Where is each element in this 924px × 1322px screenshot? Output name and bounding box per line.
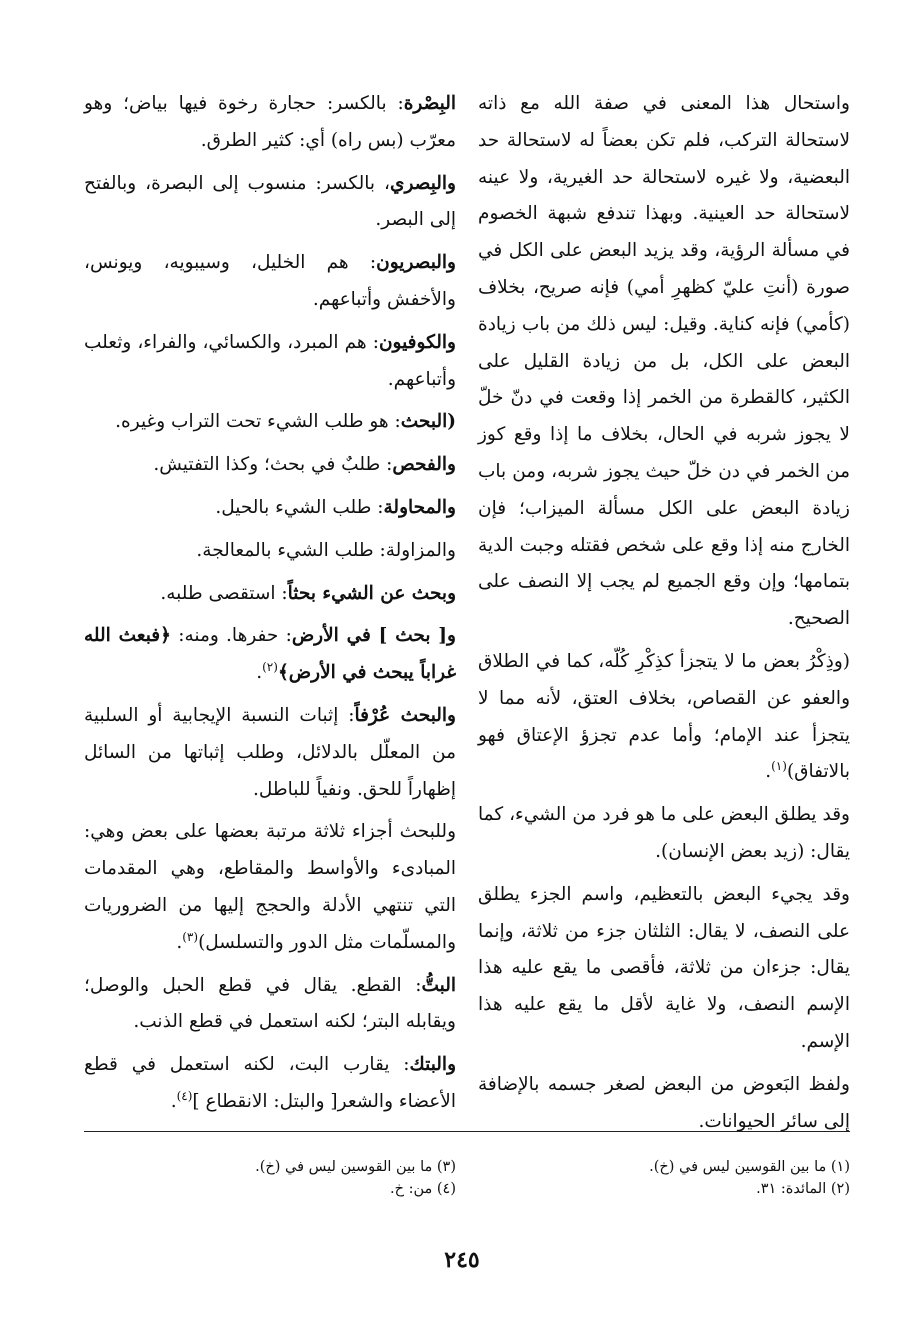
entry-definition: : طلبٌ في بحث؛ وكذا التفتيش. [153, 454, 393, 476]
footnote-ref-1: (١) [771, 759, 787, 774]
entry-term: و[ بحث ] في الأرض [291, 625, 456, 647]
entry-muhawala [84, 490, 456, 527]
entry-bahth-urf [84, 698, 456, 808]
entry-term: والمحاولة [383, 496, 456, 518]
entry-term: والبصريون [376, 252, 456, 274]
entry-definition: : طلب الشيء بالحيل. [215, 496, 384, 518]
entry-term: والكوفيون [378, 331, 456, 353]
footnote-ref-2: (٢) [262, 660, 278, 674]
footnote-2: (٢) المائدة: ٣١. [756, 1181, 850, 1197]
entry-term: والبحث عُرْفاً [354, 704, 456, 726]
footnotes-right [478, 1156, 850, 1200]
entry-batk: والبتك: يقارب البت، لكنه استعمل في قطع الأعضاء والشعر[ والبتل: الانقطاع ]$^{(٤)}$. [84, 1054, 456, 1112]
entry-term: البِصْرة [403, 93, 456, 114]
right-paragraph-2: (وذِكْرُ بعض ما لا يتجزأ كذِكْرِ كُلّه، كما في الطلاق والعفو عن القصاص، بخلاف العتق، لأنه مما لا يتجزأ عند الإمام؛ وأما عدم تجزؤ الإعتاق فهو بالاتفاق)$^{(١)}$. [478, 650, 850, 783]
entry-batt [84, 968, 456, 1042]
footnote-4: (٤) من: خ. [389, 1181, 456, 1197]
footnote-3: (٣) ما بين القوسين ليس في (خ). [255, 1159, 456, 1175]
footnotes-left [84, 1156, 456, 1200]
entry-bahatha [84, 576, 456, 613]
right-paragraph-1: واستحال هذا المعنى في صفة الله مع ذاته لاستحالة التركب، فلم تكن بعضاً له لاستحالة حد البعضية، ولا غيره لاستحالة حد الغيرية، ولا عينه لاستحالة حد العينية. وبهذا تندفع شبهة الخصوم في مسألة الرؤية، وقد يزيد البعض على الكل في صورة (أنتِ عليّ كظهرِ أمي) فإنه صريح، بخلاف (كأمي) فإنه كناية. وقيل: ليس ذلك من باب زيادة البعض على الكل، بل من زيادة القليل على الكثير، كالقطرة من الخمر إذا وقعت في دنّ خلّ لا يجوز شربه في الحال، بخلاف ما إذا وقع كوز من الخمر في دن خلّ حيث يجوز شربه، ومن باب زيادة البعض على الكل مسألة الميزاب؛ فإن الخارج منه إذا وقع على شخص فقتله وجبت الدية بتمامها؛ وإن وقع الجميع لم يجب إلا النصف على الصحيح. [478, 93, 850, 630]
entry-definition: : حفرها. ومنه: [170, 625, 292, 647]
footnote-divider [84, 1131, 850, 1132]
footnote-ref-4: (٤) [176, 1088, 193, 1103]
quranic-verse: ﴿فبعث الله غراباً يبحث في الأرض﴾ [84, 625, 456, 684]
footnote-1: (١) ما بين القوسين ليس في (خ). [649, 1159, 850, 1175]
entry-definition: : بالكسر: حجارة رخوة فيها بياض؛ وهو معرّب (بس راه) أي: كثير الطرق. [84, 93, 456, 151]
entry-definition: : استقصى طلبه. [160, 582, 288, 604]
entry-definition: : يقارب البت، لكنه استعمل في قطع الأعضاء والشعر[ والبتل: الانقطاع ] [84, 1054, 456, 1112]
footnote-ref-3: (٣) [182, 929, 199, 944]
entry-bahth-ajza: وللبحث أجزاء ثلاثة مرتبة بعضها على بعض وهي: المبادىء والأواسط والمقاطع، وهي المقدمات التي تنتهي الأدلة والحجج إليها من الضروريات والمسلّمات مثل الدور والتسلسل)$^{(٣)}$. [84, 821, 456, 953]
entry-bahth [84, 404, 456, 441]
entry-basri [84, 166, 456, 240]
entry-kufiyyun [84, 325, 456, 399]
right-paragraph-3: وقد يطلق البعض على ما هو فرد من الشيء، كما يقال: (زيد بعض الإنسان). [478, 804, 850, 862]
entry-definition: : هو طلب الشيء تحت التراب وغيره. [115, 411, 401, 433]
entry-term: البتُّ [421, 974, 456, 996]
page-number: ٢٤٥ [444, 1247, 480, 1273]
entry-term: (البحث [400, 411, 456, 433]
entry-definition: : هم المبرد، والكسائي، والفراء، وثعلب وأتباعهم. [84, 331, 456, 390]
entry-bahth-ard: و[ بحث ] في الأرض: حفرها. ومنه: ﴿فبعث الله غراباً يبحث في الأرض﴾$^{(٢)}$. [84, 625, 456, 684]
entry-definition: : هم الخليل، وسيبويه، ويونس، والأخفش وأتباعهم. [84, 252, 456, 310]
entry-term: والبِصري [389, 172, 456, 194]
entry-definition: ، بالكسر: منسوب إلى البصرة، وبالفتح إلى البصر. [84, 172, 456, 231]
entry-term: والبتك [409, 1054, 456, 1076]
left-column [84, 86, 456, 1127]
entry-definition: : إثبات النسبة الإيجابية أو السلبية من المعلّل بالدلائل، وطلب إثباتها من السائل إظهاراً للحق. ونفياً للباطل. [84, 704, 456, 800]
right-paragraph-4: وقد يجيء البعض بالتعظيم، واسم الجزء يطلق على النصف، لا يقال: الثلثان جزء من ثلاثة، وإنما يقال: جزءان من ثلاثة، فأقصى ما يقع عليه هذا الإسم النصف، ولا غاية لأقل ما يقع عليه هذا الإسم. [478, 883, 850, 1052]
entry-fahs [84, 447, 456, 484]
entry-definition: : القطع. يقال في قطع الحبل والوصل؛ ويقابله البتر؛ لكنه استعمل في قطع الذنب. [84, 974, 456, 1033]
right-column [478, 86, 850, 1146]
entry-term: والفحص [392, 454, 456, 476]
entry-term: وبحث عن الشيء بحثاً [287, 582, 456, 604]
entry-muzawala: والمزاولة: طلب الشيء بالمعالجة. [196, 539, 456, 561]
entry-basra [84, 86, 456, 160]
entry-basriyyun [84, 245, 456, 319]
right-paragraph-5: ولفظ البَعوض من البعض لصغر جسمه بالإضافة إلى سائر الحيوانات. [478, 1073, 850, 1132]
